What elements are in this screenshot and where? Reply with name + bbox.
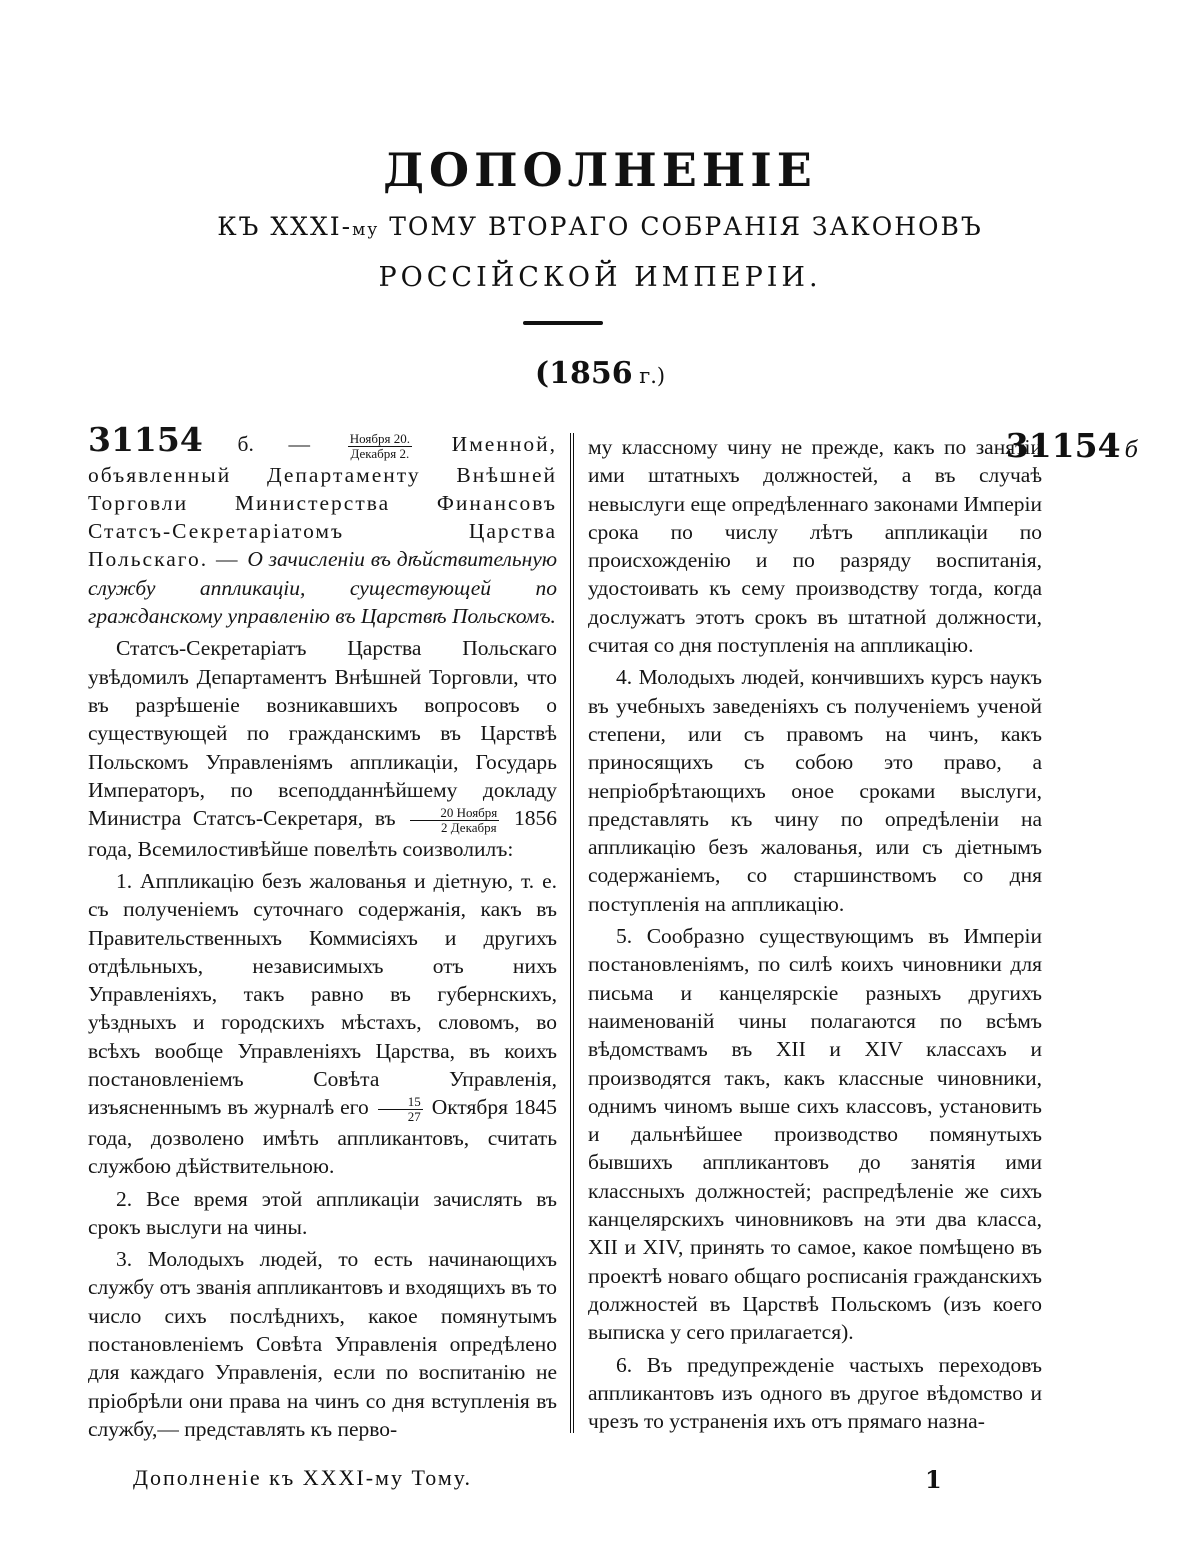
decree-letter: б. —	[202, 432, 345, 456]
page-number: 1	[925, 1465, 942, 1494]
right-column	[588, 433, 1042, 1439]
paragraph-6: 6. Въ предупрежденіе частыхъ переходовъ аппликантовъ изъ одного въ другое вѣдомство и чрезъ то устраненія ихъ отъ прямаго назна-	[588, 1352, 1042, 1434]
journal-date-num: 15	[378, 1095, 423, 1110]
subtitle-volume-prefix: КЪ XXXI-	[217, 212, 353, 241]
column-divider	[570, 433, 574, 1433]
subtitle-empire: РОССІЙСКОЙ ИМПЕРІИ.	[378, 262, 822, 293]
paragraph-1-a: 1. Аппликацію безъ жалованья и діетную, т. е. съ полученіемъ суточнаго содержанія, какъ въ Правительственныхъ Коммисіяхъ и другихъ отдѣльныхъ, независимыхъ отъ нихъ Управленіяхъ, такъ равно въ губернскихъ, уѣздныхъ и городскихъ мѣстахъ, словомъ, во всѣхъ вообще Управленіяхъ Царства, въ коихъ постановленіемъ Совѣта Управленія, изъясненнымъ въ журналѣ его	[88, 868, 557, 1120]
intro-date-fraction	[410, 806, 499, 835]
decree-heading	[88, 420, 557, 630]
page-title: ДОПОЛНЕНІЕ	[383, 143, 817, 197]
year-heading	[0, 356, 1200, 391]
paragraph-3: 3. Молодыхъ людей, то есть начинающихъ службу отъ званія аппликантовъ и входящихъ въ то число сихъ послѣднихъ, какое помянутымъ постановленіемъ Совѣта Управленія опредѣлено для каждаго Управленія, если по воспитанію не пріобрѣли они права на чинъ со дня вступленія въ службу,— представлять къ перво-	[88, 1247, 557, 1441]
decree-intro-a: Статсъ-Секретаріатъ Царства Польскаго увѣдомилъ Департаментъ Внѣшней Торговли, что въ разрѣшеніе возникавшихъ вопросовъ о существующей по гражданскимъ въ Царствѣ Польскомъ Управленіямъ аппликаціи, Государь Императоръ, по всеподданнѣйшему докладу Министра Статсъ-Секретаря, въ	[88, 636, 557, 831]
decree-date-fraction	[348, 432, 412, 461]
footer-signature: Дополненіе къ XXXI-му Тому.	[133, 1465, 473, 1490]
year-number: 1856	[549, 356, 633, 391]
paragraph-4: 4. Молодыхъ людей, кончившихъ курсъ наукъ въ учебныхъ заведеніяхъ съ полученіемъ ученой степени, или съ правомъ на чинъ, какъ приносящихъ съ собою это право, а непріобрѣтающихъ оное сроками выслуги, представлять къ чину по опредѣленіи на аппликацію безъ жалованья, или съ діетнымъ содержаніемъ, со старшинствомъ со дня поступленія на аппликацію.	[588, 665, 1042, 916]
subtitle-volume	[0, 212, 1200, 241]
year-suffix: г.)	[632, 364, 666, 388]
paragraph-3-continued: му классному чину не прежде, какъ по занятіи ими штатныхъ должностей, а въ случаѣ невыслуги еще опредѣленнаго законами Имперіи срока по числу лѣтъ аппликаціи по происхожденію и по разряду воспитанія, удостоивать къ сему производству тогда, когда дослужатъ этотъ срокъ въ штатной должности, считая со дня поступленія на аппликацію.	[588, 435, 1042, 658]
intro-date-den: 2 Декабря	[441, 819, 497, 835]
margin-decree-number	[1006, 426, 1138, 465]
margin-letter: б	[1124, 438, 1138, 463]
decree-subject: О зачисленіи въ дѣйствительную службу аппликаціи, существующей по гражданскому управленію въ Царствѣ Польскомъ.	[88, 547, 557, 629]
year-open: (	[534, 356, 550, 391]
paragraph-1	[88, 867, 557, 1181]
decree-intro-b: 1856 года, Всемилостивѣйше повелѣть соизволилъ:	[88, 806, 558, 861]
paragraph-1-b: Октября 1845 года, дозволено имѣть аппликантовъ, считать службою дѣйствительною.	[88, 1095, 557, 1179]
subtitle-volume-suffix: му	[352, 220, 380, 240]
decree-date-den: Декабря 2.	[350, 445, 410, 461]
decree-heading-text: Именной, объявленный Департаменту Внѣшней Торговли Министерства Финансовъ Статсъ-Секретаріатомъ Царства Польскаго. —	[88, 432, 557, 572]
subtitle-volume-rest: ТОМУ ВТОРАГО СОБРАНІЯ ЗАКОНОВЪ	[379, 212, 983, 241]
paragraph-5: 5. Сообразно существующимъ въ Имперіи постановленіямъ, по силѣ коихъ чиновники для письма и канцелярскіе разныхъ другихъ наименованій чины полагаются по всѣмъ вѣдомствамъ въ XII и XIV классахъ и производятся такъ, какъ классные чиновники, однимъ чиномъ выше сихъ классовъ, установить и дальнѣйшее производство помянутыхъ бывшихъ аппликантовъ до занятія ими классныхъ должностей; распредѣленіе же сихъ канцелярскихъ чиновниковъ на эти два класса, XII и XIV, принять то самое, какое помѣщено въ проектѣ новаго общаго росписанія гражданскихъ должностей въ Царствѣ Польскомъ (изъ коего выписка у сего прилагается).	[588, 924, 1042, 1345]
intro-date-num: 20 Ноября	[410, 806, 499, 821]
decree-number: 31154	[88, 420, 203, 459]
title-rule	[523, 321, 603, 325]
paragraph-2: 2. Все время этой аппликаціи зачислять въ срокъ выслуги на чины.	[88, 1186, 557, 1239]
decree-intro	[88, 634, 557, 863]
journal-date-fraction	[378, 1095, 423, 1124]
margin-number: 31154	[1005, 426, 1121, 465]
left-column	[88, 420, 558, 1447]
journal-date-den: 27	[407, 1108, 421, 1124]
decree-date-num: Ноября 20.	[349, 430, 410, 446]
